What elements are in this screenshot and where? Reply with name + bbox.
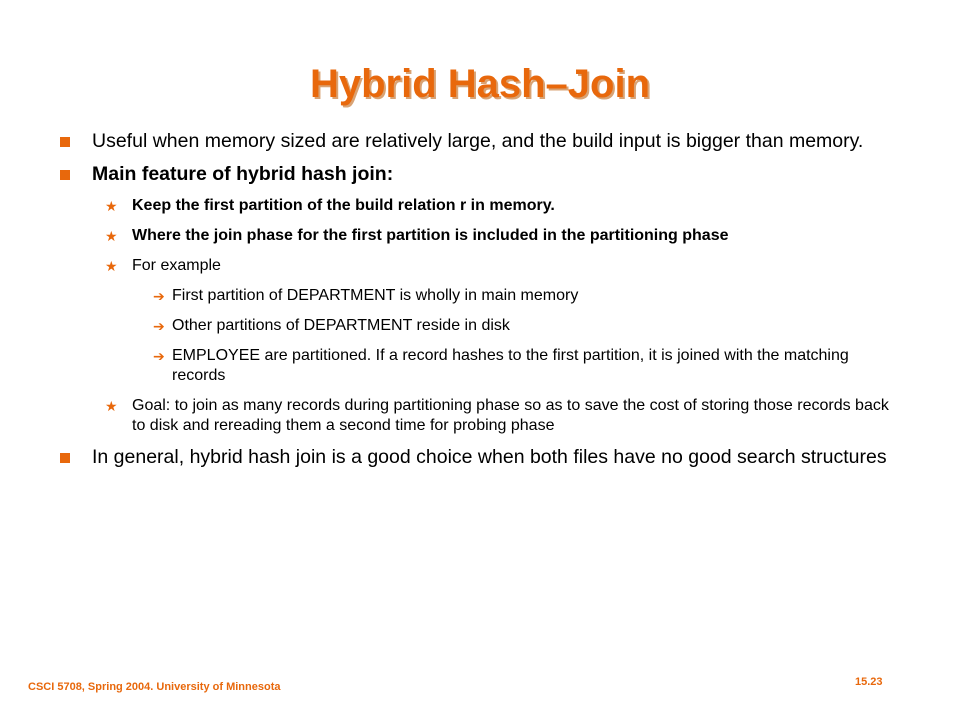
footer-course-label: CSCI 5708, Spring 2004. University of Minnesota [28, 681, 281, 693]
star-bullet-icon: ★ [105, 198, 118, 214]
bullet-item-1 [60, 130, 890, 153]
sub-bullet-item-1 [105, 196, 890, 216]
bullet-list [60, 120, 890, 469]
bullet-text: Useful when memory sized are relatively large, and the build input is bigger than memory. [92, 130, 864, 152]
square-bullet-icon [60, 163, 92, 180]
square-bullet-icon [60, 446, 92, 463]
arrow-bullet-icon: ➔ [153, 348, 165, 364]
sub-sub-bullet-item-1 [153, 286, 890, 306]
slide-title: Hybrid Hash–Join [309, 62, 651, 106]
square-bullet-icon [60, 130, 92, 147]
arrow-bullet-icon: ➔ [153, 318, 165, 334]
slide-number: 15.23 [855, 676, 883, 688]
bullet-text: Keep the first partition of the build relation r in memory. [132, 197, 555, 214]
sub-bullet-item-3 [105, 256, 890, 276]
bullet-text: Goal: to join as many records during partitioning phase so as to save the cost of storing those records back to disk and rereading them a second time for probing phase [132, 397, 889, 434]
bullet-text: For example [132, 257, 221, 274]
bullet-text: First partition of DEPARTMENT is wholly in main memory [172, 287, 579, 304]
sub-bullet-item-4 [105, 396, 890, 436]
bullet-text: EMPLOYEE are partitioned. If a record hashes to the first partition, it is joined with the matching records [172, 347, 849, 384]
star-bullet-icon: ★ [105, 258, 118, 274]
bullet-text: Other partitions of DEPARTMENT reside in disk [172, 317, 510, 334]
bullet-item-2 [60, 163, 890, 186]
arrow-bullet-icon: ➔ [153, 288, 165, 304]
bullet-text: Main feature of hybrid hash join: [92, 163, 394, 185]
sub-sub-bullet-item-2 [153, 316, 890, 336]
sub-sub-bullet-item-3 [153, 346, 890, 386]
bullet-item-3 [60, 446, 890, 469]
star-bullet-icon: ★ [105, 398, 118, 414]
sub-bullet-item-2 [105, 226, 890, 246]
bullet-text: Where the join phase for the first partition is included in the partitioning phase [132, 227, 729, 244]
bullet-text: In general, hybrid hash join is a good choice when both files have no good search structures [92, 446, 887, 468]
star-bullet-icon: ★ [105, 228, 118, 244]
